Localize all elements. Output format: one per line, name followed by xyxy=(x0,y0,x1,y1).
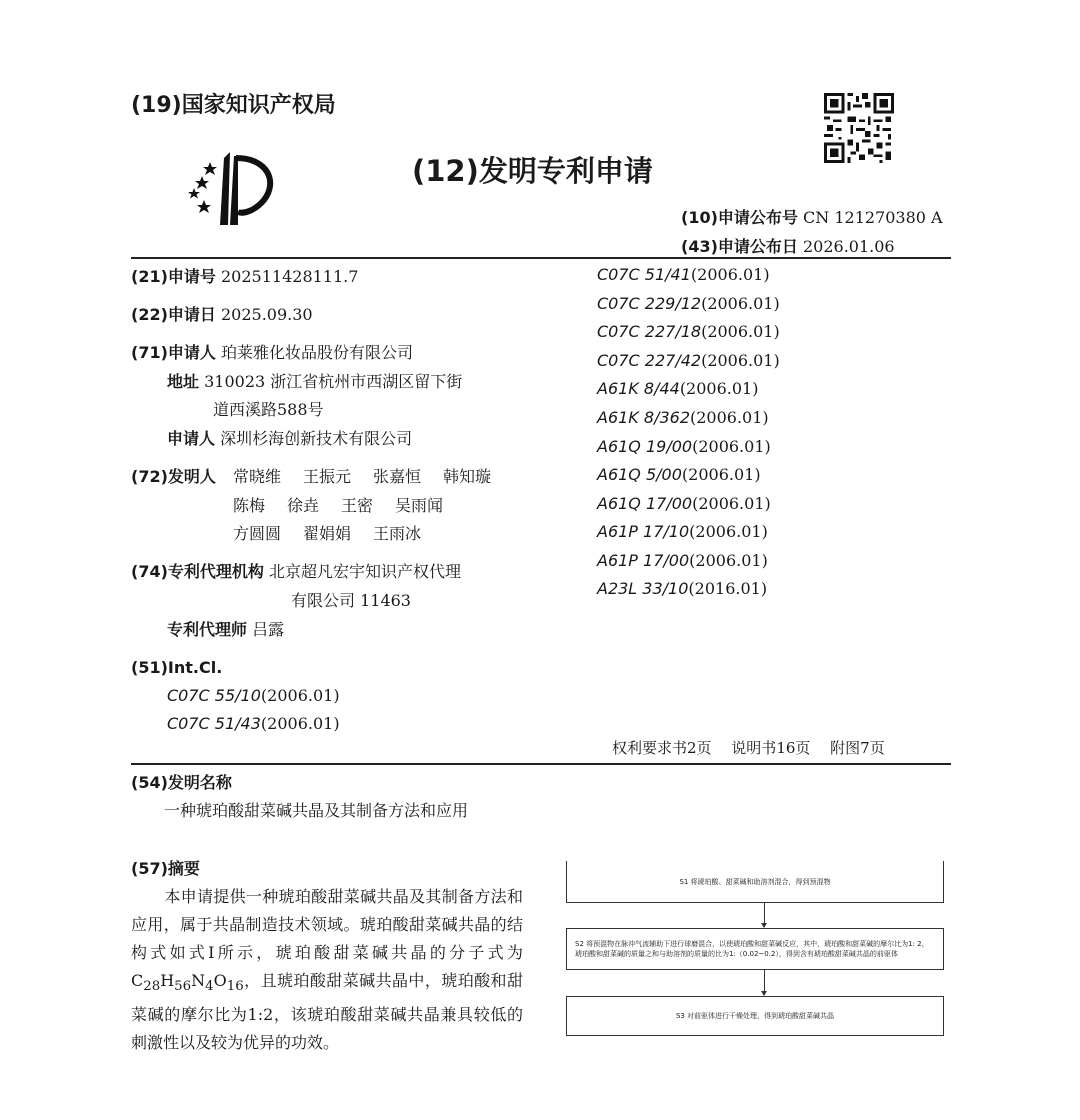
classification-version: (2006.01) xyxy=(690,408,769,427)
classification-code: C07C 229/12 xyxy=(597,294,702,313)
publication-date-line xyxy=(681,234,895,257)
classification-code: C07C 227/42 xyxy=(597,351,702,370)
formula xyxy=(131,971,244,995)
classification-item xyxy=(597,494,771,513)
intcl-code: C07C 55/10 xyxy=(167,686,261,705)
intcl-code: C07C 51/43 xyxy=(167,714,261,733)
classification-version: (2006.01) xyxy=(701,322,780,341)
classification-version: (2006.01) xyxy=(692,437,771,456)
page-counts: 权利要求书2页 说明书16页 附图7页 xyxy=(612,739,885,757)
applicant-2-label: 申请人 xyxy=(167,429,216,448)
classification-version: (2016.01) xyxy=(688,579,768,598)
classification-version: (2006.01) xyxy=(679,379,759,398)
inventor-name: 常晓维 xyxy=(233,467,282,486)
classification-item xyxy=(597,294,780,313)
formula-n: N xyxy=(191,971,206,990)
applicant-2: 深圳杉海创新技术有限公司 xyxy=(220,429,413,448)
inventor-name: 王雨冰 xyxy=(373,524,422,543)
classification-code: C07C 51/41 xyxy=(597,265,691,284)
agent-field xyxy=(167,618,284,642)
filing-date-label: (22)申请日 xyxy=(131,305,216,324)
publication-date: 2026.01.06 xyxy=(803,237,895,256)
inventor-name: 方圆圆 xyxy=(233,524,282,543)
agent: 吕露 xyxy=(252,620,285,639)
agency-line-2: 有限公司 11463 xyxy=(291,591,411,610)
patent-office-logo-icon xyxy=(180,150,280,230)
address-line-1: 310023 浙江省杭州市西湖区留下街 xyxy=(204,372,463,391)
inventor-name: 吴雨闻 xyxy=(395,496,444,515)
inventor-row-3 xyxy=(233,522,443,546)
agency-label: (74)专利代理机构 xyxy=(131,562,264,581)
flowchart-step-s1: S1 将琥珀酸、甜菜碱和助溶剂混合，得到预混物 xyxy=(566,861,944,903)
classification-item xyxy=(597,379,758,398)
formula-h: H xyxy=(160,971,175,990)
invention-title: 一种琥珀酸甜菜碱共晶及其制备方法和应用 xyxy=(164,801,469,820)
agency: 北京超凡宏宇知识产权代理 xyxy=(269,562,462,581)
classification-code: C07C 227/18 xyxy=(597,322,702,341)
classification-version: (2006.01) xyxy=(701,351,780,370)
classification-code: A61Q 5/00 xyxy=(597,465,682,484)
document-type-title: (12)发明专利申请 xyxy=(412,154,653,188)
inventor-name: 王密 xyxy=(341,496,374,515)
formula-o: O xyxy=(213,971,227,990)
top-divider xyxy=(131,257,951,259)
classification-version: (2006.01) xyxy=(692,494,771,513)
filing-date: 2025.09.30 xyxy=(221,305,313,324)
title-label: (54)发明名称 xyxy=(131,773,232,792)
application-number-label: (21)申请号 xyxy=(131,267,216,286)
middle-divider xyxy=(131,763,951,765)
formula-sub: 28 xyxy=(143,979,161,995)
classification-version: (2006.01) xyxy=(689,551,768,570)
classification-version: (2006.01) xyxy=(689,522,768,541)
applicant-2-field xyxy=(167,427,412,451)
classification-code: A61Q 19/00 xyxy=(597,437,693,456)
flowchart-step-s2: S2 将预混物在脉冲气流辅助下进行球磨混合，以使琥珀酸和甜菜碱反应，其中，琥珀酸和甜菜碱的摩尔比为1: 2，琥珀酸和甜菜碱的质量之和与助溶剂的质量的比为1:（0.02~0.2），得到含有琥珀酸甜菜碱共晶的前驱体 xyxy=(566,928,944,970)
publication-date-label: (43)申请公布日 xyxy=(681,237,798,256)
classification-code: A61K 8/362 xyxy=(597,408,690,427)
classification-code: A61K 8/44 xyxy=(597,379,680,398)
flowchart-arrow xyxy=(764,903,765,927)
intcl-label-text: (51)Int.Cl. xyxy=(131,658,223,677)
inventor-row-1 xyxy=(233,465,513,489)
qr-code-icon xyxy=(823,93,895,163)
applicant: 珀莱雅化妆品股份有限公司 xyxy=(221,343,414,362)
abstract-text xyxy=(131,883,523,1057)
classification-item xyxy=(597,322,780,341)
classification-item xyxy=(597,579,767,598)
publication-number-line xyxy=(681,205,943,228)
classification-code: A61Q 17/00 xyxy=(597,494,693,513)
formula-sub: 56 xyxy=(174,979,192,995)
inventor-name: 韩知璇 xyxy=(443,467,492,486)
inventor-row-2 xyxy=(233,494,465,518)
office-name: (19)国家知识产权局 xyxy=(131,93,336,118)
classification-item xyxy=(597,437,771,456)
classification-code: A23L 33/10 xyxy=(597,579,689,598)
applicant-field xyxy=(131,341,413,365)
formula-sub: 4 xyxy=(205,979,214,995)
classification-code: A61P 17/00 xyxy=(597,551,690,570)
intcl-item xyxy=(167,712,340,736)
inventor-name: 张嘉恒 xyxy=(373,467,422,486)
abstract-label: (57)摘要 xyxy=(131,859,200,878)
classification-item xyxy=(597,408,769,427)
applicant-label: (71)申请人 xyxy=(131,343,216,362)
intcl-version: (2006.01) xyxy=(260,714,340,733)
inventor-name: 徐垚 xyxy=(287,496,320,515)
publication-number: CN 121270380 A xyxy=(803,208,943,227)
inventor-name: 翟娟娟 xyxy=(303,524,352,543)
inventor-field xyxy=(131,465,216,489)
classification-item xyxy=(597,551,768,570)
agency-field xyxy=(131,560,461,584)
address-field xyxy=(167,370,462,394)
publication-number-label: (10)申请公布号 xyxy=(681,208,798,227)
application-number: 202511428111.7 xyxy=(221,267,359,286)
address-line-2: 道西溪路588号 xyxy=(213,400,324,419)
classification-item xyxy=(597,265,770,284)
classification-version: (2006.01) xyxy=(681,465,761,484)
classification-version: (2006.01) xyxy=(701,294,780,313)
abstract-part-1: 本申请提供一种琥珀酸甜菜碱共晶及其制备方法和应用，属于共晶制造技术领域。琥珀酸甜菜碱共晶的结构式如式I所示，琥珀酸甜菜碱共晶的分子式为 xyxy=(131,887,523,962)
application-number-field xyxy=(131,265,358,289)
intcl-label xyxy=(131,656,222,680)
classification-code: A61P 17/10 xyxy=(597,522,690,541)
intcl-version: (2006.01) xyxy=(260,686,340,705)
formula-c: C xyxy=(131,971,144,990)
formula-sub: 16 xyxy=(226,979,244,995)
inventor-name: 陈梅 xyxy=(233,496,266,515)
agent-label: 专利代理师 xyxy=(167,620,248,639)
inventor-label: (72)发明人 xyxy=(131,467,216,486)
filing-date-field xyxy=(131,303,313,327)
abstract-part-2: ，且琥珀酸甜菜碱共晶中，琥珀酸和甜菜碱的摩尔比为1:2，该琥珀酸甜菜碱共晶兼具较低的刺激性以及较为优异的功效。 xyxy=(131,971,523,1053)
classification-version: (2006.01) xyxy=(690,265,770,284)
flowchart-arrow xyxy=(764,970,765,995)
inventor-name: 王振元 xyxy=(303,467,352,486)
classification-item xyxy=(597,465,761,484)
flowchart-step-s3: S3 对前驱体进行干燥处理，得到琥珀酸甜菜碱共晶 xyxy=(566,996,944,1036)
classification-item xyxy=(597,351,780,370)
intcl-item xyxy=(167,684,340,708)
address-label: 地址 xyxy=(167,372,200,391)
classification-item xyxy=(597,522,768,541)
